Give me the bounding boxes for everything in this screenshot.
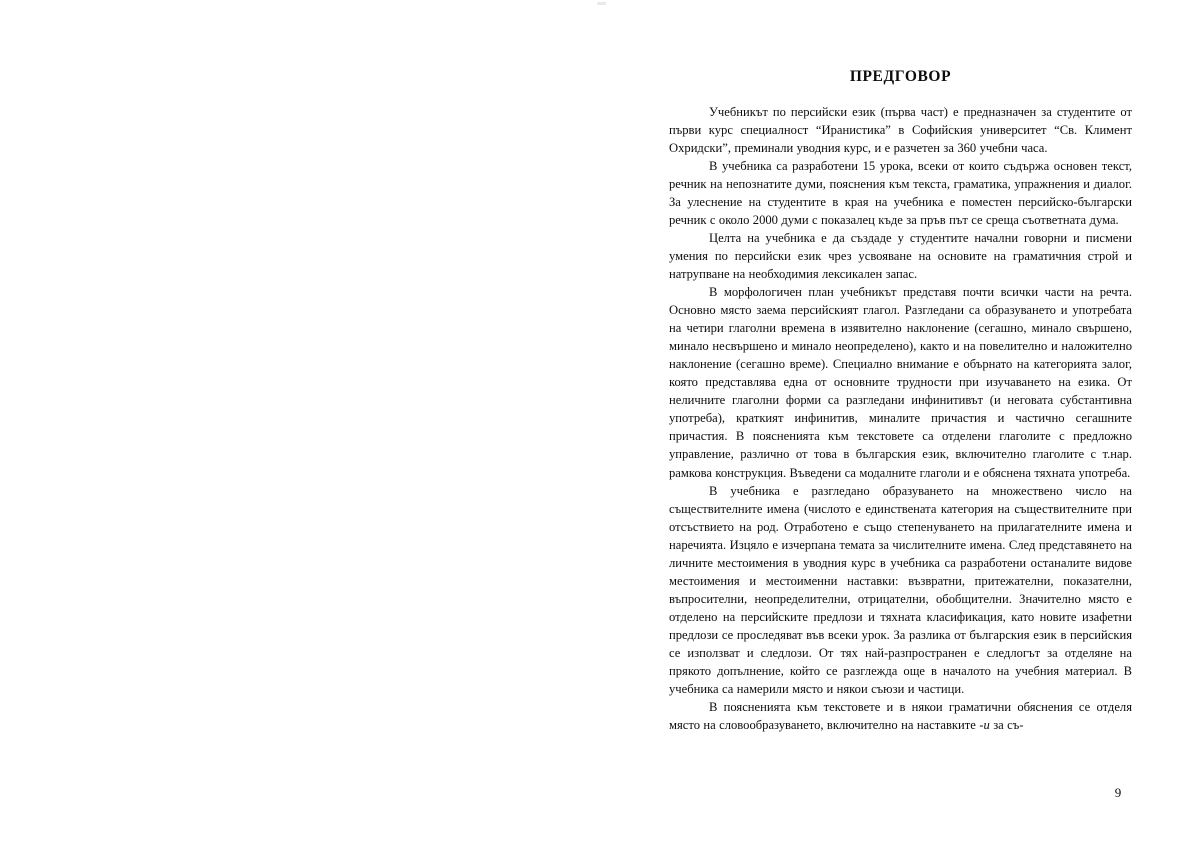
page-title: ПРЕДГОВОР <box>849 68 952 85</box>
final-paragraph-lead: В поясненията към текстовете и в някои граматични обяснения се отделя място на словообразуването, включително на наставките <box>669 700 1132 733</box>
paragraph-final <box>669 698 1132 734</box>
paragraph: В учебника са разработени 15 урока, всеки от които съдържа основен текст, речник на непознатите думи, пояснения към текста, граматика, упражнения и диалог. За улеснение на студентите в края на учебника е поместен персийско-български речник с около 2000 думи с показалец къде за пръв път се среща съответната дума. <box>669 158 1132 227</box>
paragraph: Целта на учебника е да създаде у студентите начални говорни и писмени умения по персийски език чрез усвояване на основите на граматичния строй и натрупване на необходимия лексикален запас. <box>669 230 1132 282</box>
final-paragraph-tail: за съ- <box>989 718 1024 733</box>
page-number: 9 <box>1114 785 1122 800</box>
suffix-italic: -и <box>979 718 990 733</box>
body-text <box>669 103 1132 735</box>
text-column <box>669 68 1132 734</box>
paragraph: В морфологичен план учебникът представя почти всички части на речта. Основно място заема персийският глагол. Разгледани са образуването и употребата на четири глаголни времена в изявително наклонение (сегашно, минало свършено, минало несвършено и минало неопределено), както и на повелително и наложително наклонение (сегашно време). Специално внимание е обърнато на категорията залог, която представлява една от основните трудности при изучаването на езика. От неличните глаголни форми са разгледани инфинитивът (и неговата субстантивна употреба), краткият инфинитив, миналите причастия и частично сегашните причастия. В поясненията към текстовете са отделени глаголите с предложно управление, различно от това в българския език, включително глаголите с т.нар. рамкова конструкция. Въведени са модалните глаголи и е обяснена тяхната употреба. <box>669 285 1132 480</box>
paragraph: В учебника е разгледано образуването на множествено число на съществителните имена (числото е единствената категория на съществителните при отсъствието на род. Отработено е също степенуването на прилагателните имена и наречията. Изцяло е изчерпана темата за числителните имена. След представянето на личните местоимения в уводния курс в учебника са разработени останалите видове местоимения и местоименни наставки: възвратни, притежателни, показателни, въпросителни, неопределителни, отрицателни, обобщителни. Значително място е отделено на персийските предлози и тяхната класификация, като новите изафетни предлози се проследяват във всеки урок. За разлика от българския език в персийския се използват и следлози. От тях най-разпространен е следлогът за отделяне на прякото допълнение, който се разглежда още в началото на учебния материал. В учебника са намерили място и някои съюзи и частици. <box>669 483 1132 697</box>
paragraph: Учебникът по персийски език (първа част) е предназначен за студентите от първи курс специалност “Иранистика” в Софийския университет “Св. Климент Охридски”, преминали уводния курс, и е разчетен за 360 учебни часа. <box>669 104 1132 155</box>
scan-artifact-mark <box>597 2 606 5</box>
